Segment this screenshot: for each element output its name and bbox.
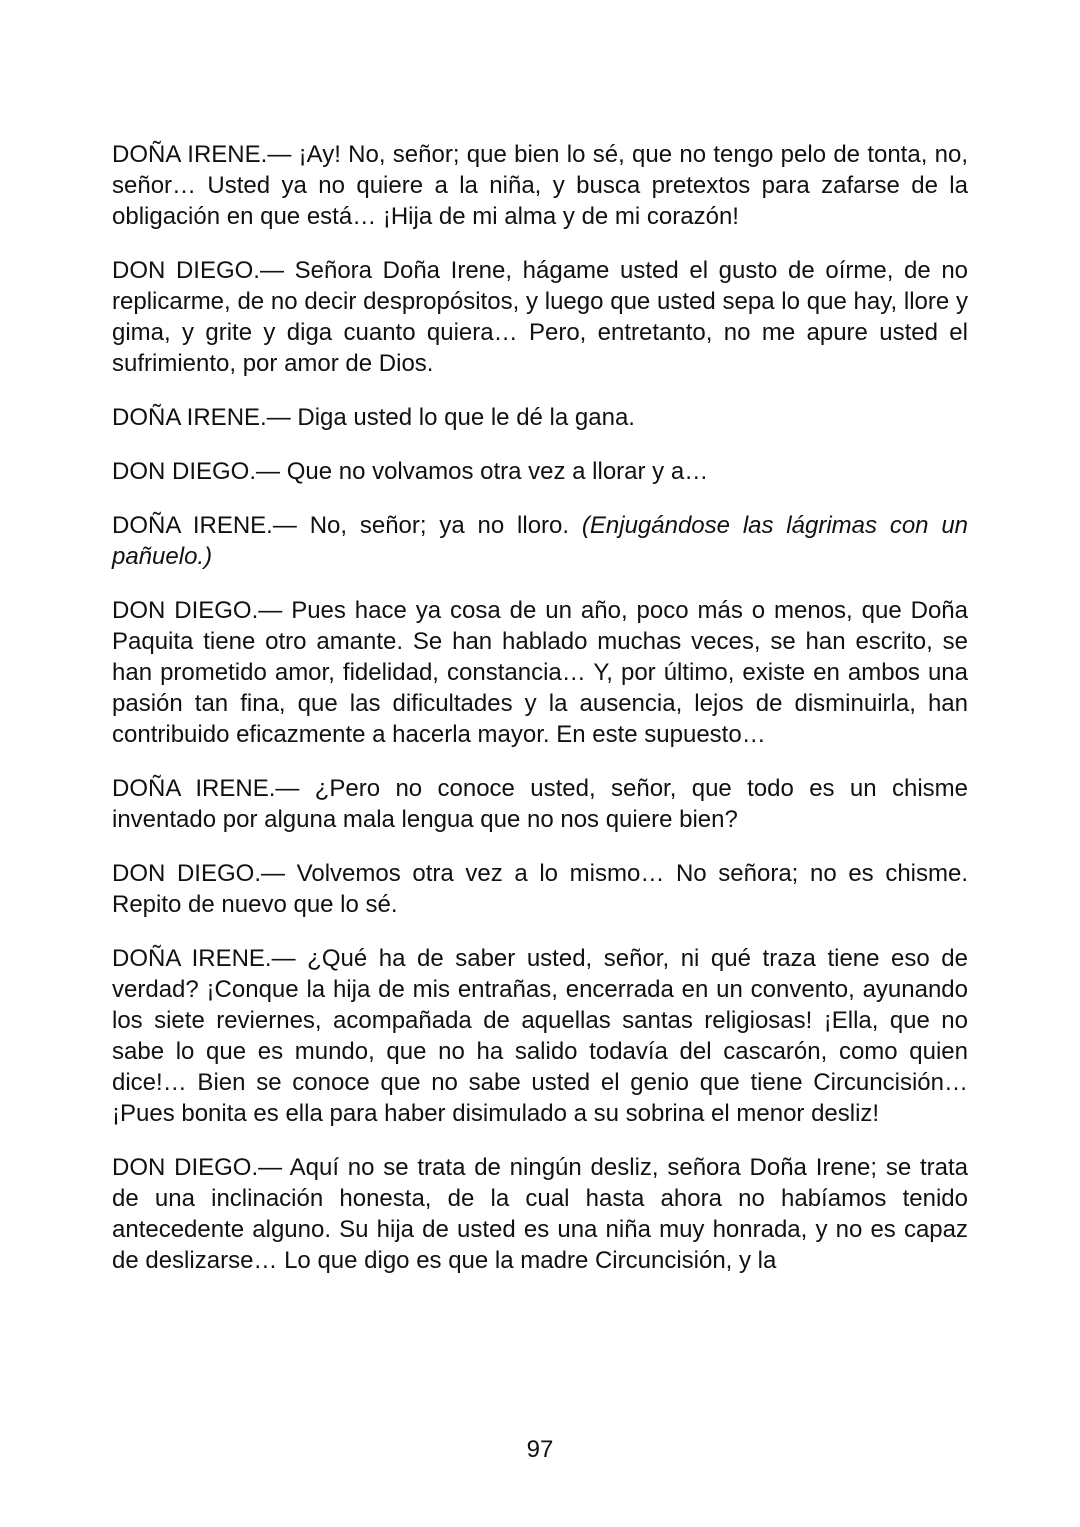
dialogue-text: Señora Doña Irene, hágame usted el gusto de oírme, de no replicarme, de no decir despropósitos, y luego que usted sepa lo que hay, llore y gima, y grite y diga cuanto quiera… Pero, entretanto, no me apure usted el sufrimiento, por amor de Dios. xyxy=(112,257,969,377)
dialogue-text: No, señor; ya no lloro. xyxy=(309,512,570,539)
speaker-name: DON DIEGO.— xyxy=(112,860,285,887)
dialogue-text: Volvemos otra vez a lo mismo… No señora; no es chisme. Repito de nuevo que lo sé. xyxy=(112,860,969,918)
speaker-name: DON DIEGO.— xyxy=(112,458,281,485)
dialogue-text: ¡Ay! No, señor; que bien lo sé, que no tengo pelo de tonta, no, señor… Usted ya no quiere a la niña, y busca pretextos para zafarse de la obligación en que está… ¡Hija de mi alma y de mi corazón! xyxy=(112,141,969,230)
dialogue-paragraph xyxy=(112,139,968,232)
dialogue-text: Diga usted lo que le dé la gana. xyxy=(297,404,635,431)
dialogue-paragraph xyxy=(112,456,968,487)
speaker-name: DOÑA IRENE.— xyxy=(112,945,296,972)
dialogue-paragraph xyxy=(112,510,968,572)
speaker-name: DOÑA IRENE.— xyxy=(112,404,291,431)
page-body xyxy=(112,139,968,1299)
speaker-name: DOÑA IRENE.— xyxy=(112,141,292,168)
dialogue-text: ¿Pero no conoce usted, señor, que todo es un chisme inventado por alguna mala lengua que no nos quiere bien? xyxy=(112,775,968,833)
dialogue-paragraph xyxy=(112,1152,968,1276)
page-number: 97 xyxy=(526,1436,554,1463)
dialogue-paragraph xyxy=(112,858,968,920)
dialogue-text: Que no volvamos otra vez a llorar y a… xyxy=(286,458,709,485)
stage-direction: (Enjugándose las lágrimas con un pañuelo.) xyxy=(112,512,969,570)
dialogue-paragraph xyxy=(112,255,968,379)
speaker-name: DON DIEGO.— xyxy=(112,257,284,284)
dialogue-paragraph xyxy=(112,943,968,1129)
dialogue-paragraph xyxy=(112,402,968,433)
speaker-name: DON DIEGO.— xyxy=(112,1154,283,1181)
speaker-name: DOÑA IRENE.— xyxy=(112,775,300,802)
speaker-name: DOÑA IRENE.— xyxy=(112,512,297,539)
dialogue-text: Aquí no se trata de ningún desliz, señora Doña Irene; se trata de una inclinación honesta, de la cual hasta ahora no habíamos tenido antecedente alguno. Su hija de usted es una niña muy honrada, y no es capaz de deslizarse… Lo que digo es que la madre Circuncisión, y la xyxy=(112,1154,969,1274)
dialogue-text: ¿Qué ha de saber usted, señor, ni qué traza tiene eso de verdad? ¡Conque la hija de mis entrañas, encerrada en un convento, ayunando los siete reviernes, acompañada de aquellas santas religiosas! ¡Ella, que no sabe lo que es mundo, que no ha salido todavía del cascarón, como quien dice!… Bien se conoce que no sabe usted el genio que tiene Circuncisión… ¡Pues bonita es ella para haber disimulado a su sobrina el menor desliz! xyxy=(112,945,968,1127)
dialogue-paragraph xyxy=(112,773,968,835)
speaker-name: DON DIEGO.— xyxy=(112,597,283,624)
dialogue-text: Pues hace ya cosa de un año, poco más o menos, que Doña Paquita tiene otro amante. Se han hablado muchas veces, se han escrito, se han prometido amor, fidelidad, constancia… Y, por último, existe en ambos una pasión tan fina, que las dificultades y la ausencia, lejos de disminuirla, han contribuido eficazmente a hacerla mayor. En este supuesto… xyxy=(112,597,968,748)
dialogue-paragraph xyxy=(112,595,968,750)
